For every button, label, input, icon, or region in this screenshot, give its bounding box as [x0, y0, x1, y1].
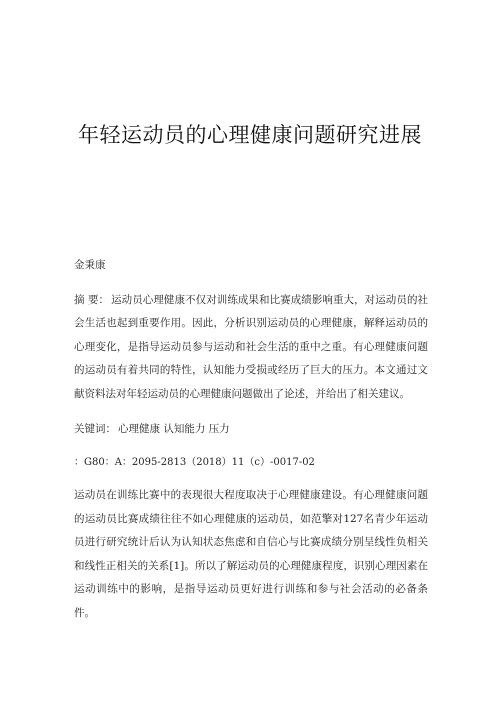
abstract-label: 摘 要：	[74, 294, 110, 306]
abstract-text: 运动员心理健康不仅对训练成果和比赛成绩影响重大，对运动员的社会生活也起到重要作用。因此，分析识别运动员的心理健康，解释运动员的心理变化，是指导运动员参与运动和社会生活的重中之重。有心理健康问题的运动员有着共同的特性，认知能力受损或经历了巨大的压力。本文通过文献资料法对年轻运动员的心理健康问题做出了论述，并给出了相关建议。	[74, 294, 429, 400]
body-paragraph: 运动员在训练比赛中的表现很大程度取决于心理健康建设。有心理健康问题的运动员比赛成绩往往不如心理健康的运动员，如范擎对127名青少年运动员进行研究统计后认为认知状态焦虑和自信心与比赛成绩分别呈线性负相关和线性正相关的关系[1]。所以了解运动员的心理健康程度，识别心理因素在运动训练中的影响，是指导运动员更好进行训练和参与社会活动的必备条件。	[74, 489, 428, 619]
keywords-label: 关键词：	[74, 423, 116, 435]
abstract	[74, 289, 428, 406]
keywords-text: 心理健康 认知能力 压力	[118, 423, 230, 435]
keywords	[74, 421, 230, 436]
classification-line: ：G80：A：2095-2813（2018）11（c）-0017-02	[74, 457, 315, 468]
document-title: 年轻运动员的心理健康问题研究进展	[78, 123, 422, 147]
author-name: 金秉康	[74, 259, 106, 271]
